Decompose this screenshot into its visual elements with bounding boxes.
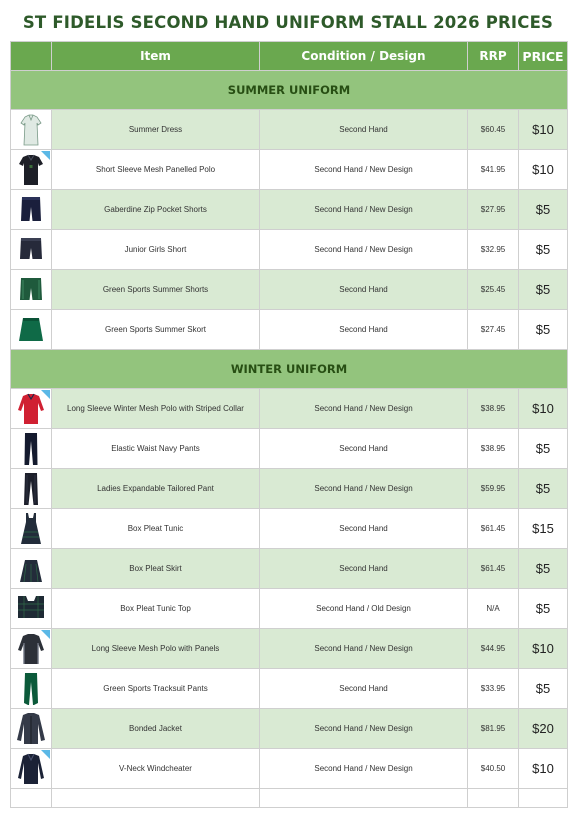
empty-cell <box>519 789 568 808</box>
item-name: Green Sports Summer Skort <box>52 310 260 350</box>
navy-shorts-icon <box>13 191 49 228</box>
item-price: $20 <box>519 709 568 749</box>
tracksuit-pants-icon <box>13 670 49 707</box>
item-image <box>11 549 52 589</box>
item-image <box>11 709 52 749</box>
item-condition: Second Hand / New Design <box>260 629 468 669</box>
table-row <box>11 110 568 150</box>
item-price: $5 <box>519 429 568 469</box>
table-row <box>11 310 568 350</box>
item-image <box>11 589 52 629</box>
item-condition: Second Hand / New Design <box>260 709 468 749</box>
item-rrp: $33.95 <box>468 669 519 709</box>
table-row <box>11 749 568 789</box>
item-price: $5 <box>519 190 568 230</box>
item-price: $15 <box>519 509 568 549</box>
item-condition: Second Hand / New Design <box>260 749 468 789</box>
jacket-icon <box>13 710 49 747</box>
tunic-icon <box>13 510 49 547</box>
empty-cell <box>52 789 260 808</box>
item-image <box>11 150 52 190</box>
header-price: PRICE <box>519 42 568 71</box>
item-price: $10 <box>519 389 568 429</box>
green-skort-icon <box>13 311 49 348</box>
item-name: Long Sleeve Mesh Polo with Panels <box>52 629 260 669</box>
item-condition: Second Hand <box>260 549 468 589</box>
item-name: Junior Girls Short <box>52 230 260 270</box>
item-price: $5 <box>519 589 568 629</box>
section-title: SUMMER UNIFORM <box>11 71 568 110</box>
new-design-ribbon-icon <box>41 750 50 759</box>
item-image <box>11 389 52 429</box>
item-rrp: $61.45 <box>468 509 519 549</box>
item-condition: Second Hand / New Design <box>260 150 468 190</box>
item-image <box>11 509 52 549</box>
item-name: Gaberdine Zip Pocket Shorts <box>52 190 260 230</box>
item-condition: Second Hand / New Design <box>260 469 468 509</box>
item-rrp: $44.95 <box>468 629 519 669</box>
item-name: Box Pleat Tunic <box>52 509 260 549</box>
item-name: Summer Dress <box>52 110 260 150</box>
item-price: $5 <box>519 549 568 589</box>
item-image <box>11 669 52 709</box>
item-name: Box Pleat Tunic Top <box>52 589 260 629</box>
skirt-icon <box>13 550 49 587</box>
item-price: $10 <box>519 749 568 789</box>
new-design-ribbon-icon <box>41 390 50 399</box>
item-name: Ladies Expandable Tailored Pant <box>52 469 260 509</box>
header-condition: Condition / Design <box>260 42 468 71</box>
item-rrp: $25.45 <box>468 270 519 310</box>
item-image <box>11 230 52 270</box>
item-name: Elastic Waist Navy Pants <box>52 429 260 469</box>
item-price: $5 <box>519 230 568 270</box>
table-row <box>11 469 568 509</box>
item-price: $5 <box>519 270 568 310</box>
item-rrp: $61.45 <box>468 549 519 589</box>
item-image <box>11 190 52 230</box>
tailored-pant-icon <box>13 470 49 507</box>
table-row <box>11 629 568 669</box>
table-row <box>11 589 568 629</box>
table-row <box>11 509 568 549</box>
table-row <box>11 150 568 190</box>
item-rrp: $27.95 <box>468 190 519 230</box>
table-row <box>11 709 568 749</box>
item-image <box>11 270 52 310</box>
table-row <box>11 230 568 270</box>
table-row <box>11 669 568 709</box>
girls-short-icon <box>13 231 49 268</box>
table-row <box>11 190 568 230</box>
header-item: Item <box>52 42 260 71</box>
navy-pants-icon <box>13 430 49 467</box>
new-design-ribbon-icon <box>41 630 50 639</box>
table-row <box>11 549 568 589</box>
item-rrp: $81.95 <box>468 709 519 749</box>
item-image <box>11 110 52 150</box>
item-condition: Second Hand / New Design <box>260 190 468 230</box>
item-rrp: N/A <box>468 589 519 629</box>
item-name: Green Sports Summer Shorts <box>52 270 260 310</box>
table-row <box>11 429 568 469</box>
item-rrp: $59.95 <box>468 469 519 509</box>
item-name: Bonded Jacket <box>52 709 260 749</box>
item-rrp: $27.45 <box>468 310 519 350</box>
item-price: $10 <box>519 629 568 669</box>
summer-dress-icon <box>13 111 49 148</box>
header-rrp: RRP <box>468 42 519 71</box>
item-rrp: $38.95 <box>468 429 519 469</box>
section-title: WINTER UNIFORM <box>11 350 568 389</box>
item-price: $5 <box>519 310 568 350</box>
item-condition: Second Hand <box>260 270 468 310</box>
item-condition: Second Hand <box>260 310 468 350</box>
item-name: Long Sleeve Winter Mesh Polo with Striped Collar <box>52 389 260 429</box>
item-name: Green Sports Tracksuit Pants <box>52 669 260 709</box>
empty-cell <box>260 789 468 808</box>
empty-row <box>11 789 568 808</box>
item-rrp: $60.45 <box>468 110 519 150</box>
section-header <box>11 350 568 389</box>
section-header <box>11 71 568 110</box>
item-condition: Second Hand <box>260 110 468 150</box>
table-header <box>11 42 568 71</box>
item-rrp: $38.95 <box>468 389 519 429</box>
item-name: Box Pleat Skirt <box>52 549 260 589</box>
item-price: $5 <box>519 469 568 509</box>
item-image <box>11 310 52 350</box>
item-condition: Second Hand / Old Design <box>260 589 468 629</box>
new-design-ribbon-icon <box>41 151 50 160</box>
item-condition: Second Hand <box>260 509 468 549</box>
green-shorts-icon <box>13 271 49 308</box>
table-row <box>11 389 568 429</box>
item-image <box>11 749 52 789</box>
item-condition: Second Hand / New Design <box>260 389 468 429</box>
tunic-top-icon <box>13 590 49 627</box>
item-price: $5 <box>519 669 568 709</box>
empty-cell <box>11 789 52 808</box>
item-name: V-Neck Windcheater <box>52 749 260 789</box>
empty-cell <box>468 789 519 808</box>
item-condition: Second Hand <box>260 669 468 709</box>
header-image <box>11 42 52 71</box>
item-rrp: $40.50 <box>468 749 519 789</box>
item-image <box>11 469 52 509</box>
item-condition: Second Hand / New Design <box>260 230 468 270</box>
item-price: $10 <box>519 110 568 150</box>
item-rrp: $32.95 <box>468 230 519 270</box>
table-row <box>11 270 568 310</box>
price-table <box>10 41 568 808</box>
item-name: Short Sleeve Mesh Panelled Polo <box>52 150 260 190</box>
page-title: ST FIDELIS SECOND HAND UNIFORM STALL 2026 PRICES <box>22 13 554 32</box>
item-price: $10 <box>519 150 568 190</box>
item-image <box>11 629 52 669</box>
item-rrp: $41.95 <box>468 150 519 190</box>
item-condition: Second Hand <box>260 429 468 469</box>
item-image <box>11 429 52 469</box>
